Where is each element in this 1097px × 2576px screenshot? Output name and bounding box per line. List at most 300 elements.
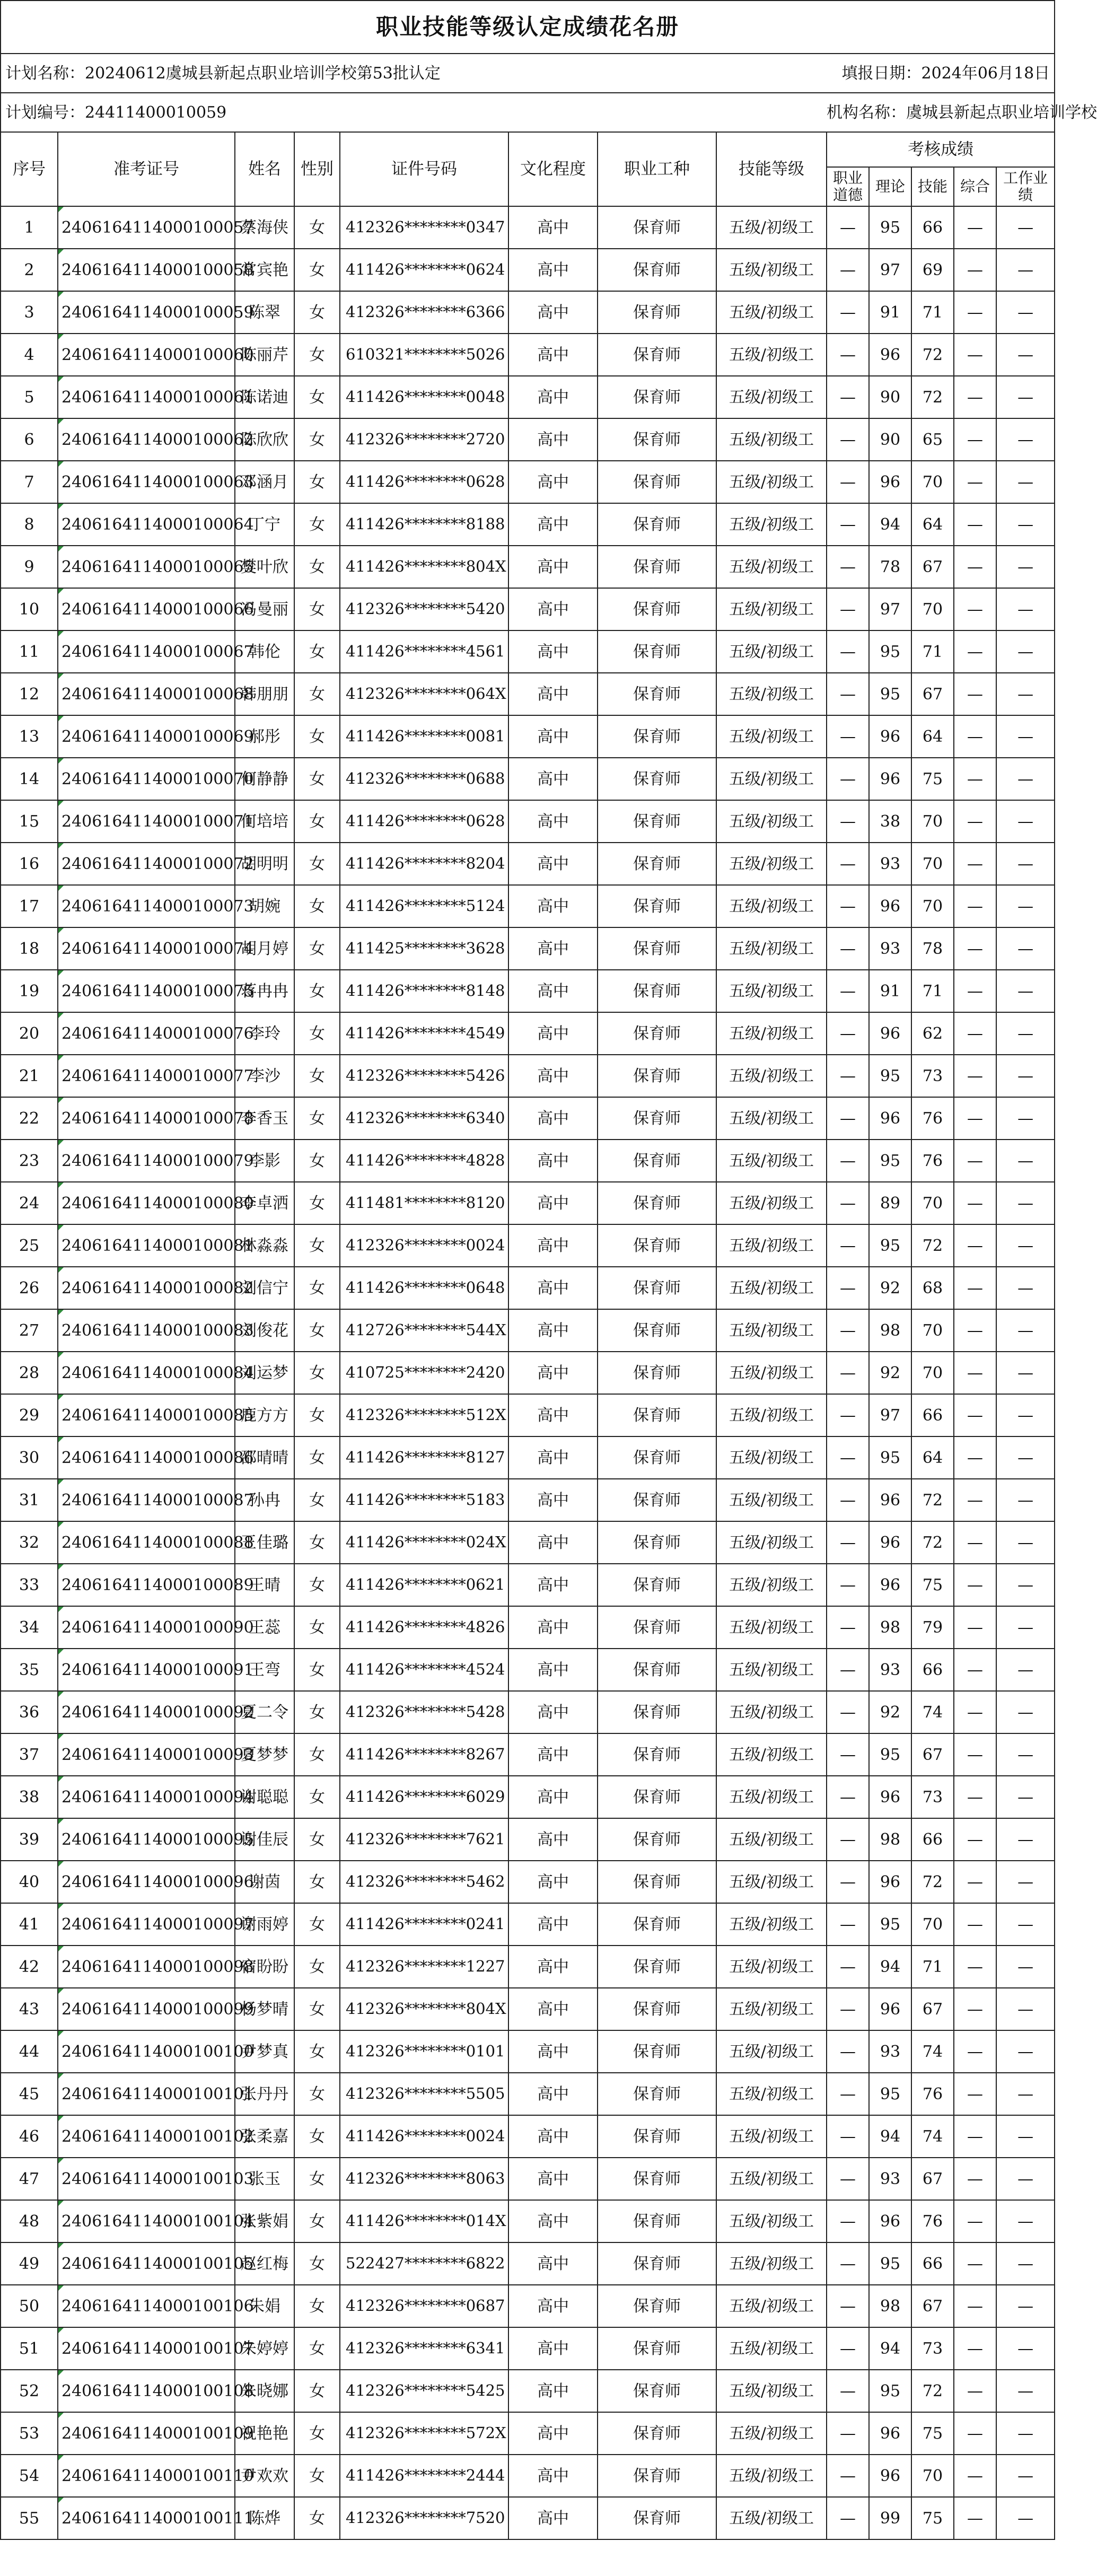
cell-level: 五级/初级工 bbox=[716, 1776, 827, 1818]
cell-skill: 70 bbox=[911, 843, 954, 885]
cell-overall: — bbox=[954, 758, 996, 800]
cell-occupation: 保育师 bbox=[598, 1564, 716, 1606]
cell-theory: 96 bbox=[869, 715, 911, 758]
cell-ticket: 2406164114000100079 bbox=[58, 1140, 235, 1182]
cell-work: — bbox=[996, 2455, 1055, 2497]
header-id: 证件号码 bbox=[340, 132, 508, 206]
cell-education: 高中 bbox=[508, 800, 598, 843]
cell-ticket: 2406164114000100093 bbox=[58, 1733, 235, 1776]
cell-occupation: 保育师 bbox=[598, 1946, 716, 1988]
cell-skill: 66 bbox=[911, 1649, 954, 1691]
cell-theory: 93 bbox=[869, 927, 911, 970]
table-row bbox=[1, 970, 1055, 1012]
cell-theory: 94 bbox=[869, 1946, 911, 1988]
cell-overall: — bbox=[954, 843, 996, 885]
cell-skill: 73 bbox=[911, 1055, 954, 1097]
cell-skill: 70 bbox=[911, 1903, 954, 1946]
cell-id-number: 412326********0347 bbox=[340, 206, 508, 249]
cell-overall: — bbox=[954, 2158, 996, 2200]
cell-name: 陈丽芹 bbox=[235, 334, 294, 376]
cell-work: — bbox=[996, 1564, 1055, 1606]
cell-name: 谢聪聪 bbox=[235, 1776, 294, 1818]
cell-id-number: 412326********064X bbox=[340, 673, 508, 715]
table-row bbox=[1, 588, 1055, 630]
cell-skill: 73 bbox=[911, 2327, 954, 2370]
cell-ticket: 2406164114000100107 bbox=[58, 2327, 235, 2370]
cell-id-number: 412326********572X bbox=[340, 2412, 508, 2455]
cell-ethics: — bbox=[827, 1097, 869, 1140]
cell-level: 五级/初级工 bbox=[716, 376, 827, 418]
cell-ethics: — bbox=[827, 1818, 869, 1861]
cell-occupation: 保育师 bbox=[598, 1436, 716, 1479]
cell-level: 五级/初级工 bbox=[716, 1946, 827, 1988]
cell-name: 杨梦晴 bbox=[235, 1988, 294, 2030]
cell-gender: 女 bbox=[294, 334, 340, 376]
cell-occupation: 保育师 bbox=[598, 885, 716, 927]
cell-ethics: — bbox=[827, 970, 869, 1012]
cell-id-number: 411426********4549 bbox=[340, 1012, 508, 1055]
cell-ethics: — bbox=[827, 2242, 869, 2285]
cell-work: — bbox=[996, 588, 1055, 630]
table-row bbox=[1, 2158, 1055, 2200]
cell-level: 五级/初级工 bbox=[716, 1394, 827, 1436]
cell-gender: 女 bbox=[294, 2030, 340, 2073]
cell-level: 五级/初级工 bbox=[716, 1988, 827, 2030]
cell-education: 高中 bbox=[508, 206, 598, 249]
cell-id-number: 411426********6029 bbox=[340, 1776, 508, 1818]
cell-education: 高中 bbox=[508, 1776, 598, 1818]
cell-occupation: 保育师 bbox=[598, 1097, 716, 1140]
cell-gender: 女 bbox=[294, 1267, 340, 1309]
cell-name: 谢雨婷 bbox=[235, 1903, 294, 1946]
table-row bbox=[1, 1861, 1055, 1903]
cell-seq: 17 bbox=[1, 885, 58, 927]
cell-overall: — bbox=[954, 630, 996, 673]
cell-work: — bbox=[996, 1436, 1055, 1479]
cell-work: — bbox=[996, 1267, 1055, 1309]
cell-overall: — bbox=[954, 588, 996, 630]
cell-ethics: — bbox=[827, 1352, 869, 1394]
cell-ticket: 2406164114000100091 bbox=[58, 1649, 235, 1691]
table-row bbox=[1, 2412, 1055, 2455]
cell-work: — bbox=[996, 546, 1055, 588]
cell-occupation: 保育师 bbox=[598, 2158, 716, 2200]
cell-id-number: 411426********2444 bbox=[340, 2455, 508, 2497]
cell-name: 王蕊 bbox=[235, 1606, 294, 1649]
cell-id-number: 412326********5420 bbox=[340, 588, 508, 630]
cell-overall: — bbox=[954, 1988, 996, 2030]
cell-level: 五级/初级工 bbox=[716, 503, 827, 546]
cell-ticket: 2406164114000100059 bbox=[58, 291, 235, 334]
cell-ticket: 2406164114000100061 bbox=[58, 376, 235, 418]
cell-ticket: 2406164114000100071 bbox=[58, 800, 235, 843]
cell-ticket: 2406164114000100103 bbox=[58, 2158, 235, 2200]
cell-occupation: 保育师 bbox=[598, 970, 716, 1012]
cell-occupation: 保育师 bbox=[598, 1818, 716, 1861]
cell-seq: 15 bbox=[1, 800, 58, 843]
cell-theory: 90 bbox=[869, 376, 911, 418]
cell-skill: 70 bbox=[911, 1352, 954, 1394]
cell-skill: 70 bbox=[911, 1182, 954, 1224]
cell-name: 常宾艳 bbox=[235, 249, 294, 291]
cell-ticket: 2406164114000100065 bbox=[58, 546, 235, 588]
cell-name: 邓涵月 bbox=[235, 461, 294, 503]
cell-work: — bbox=[996, 1776, 1055, 1818]
cell-occupation: 保育师 bbox=[598, 1988, 716, 2030]
cell-ticket: 2406164114000100111 bbox=[58, 2497, 235, 2539]
cell-work: — bbox=[996, 970, 1055, 1012]
cell-gender: 女 bbox=[294, 2073, 340, 2115]
cell-id-number: 411426********0628 bbox=[340, 461, 508, 503]
cell-name: 夏梦梦 bbox=[235, 1733, 294, 1776]
cell-skill: 72 bbox=[911, 376, 954, 418]
cell-ethics: — bbox=[827, 1140, 869, 1182]
cell-overall: — bbox=[954, 1267, 996, 1309]
cell-skill: 72 bbox=[911, 1479, 954, 1521]
cell-id-number: 411426********5124 bbox=[340, 885, 508, 927]
cell-theory: 94 bbox=[869, 503, 911, 546]
cell-ticket: 2406164114000100066 bbox=[58, 588, 235, 630]
cell-education: 高中 bbox=[508, 1818, 598, 1861]
cell-level: 五级/初级工 bbox=[716, 1352, 827, 1394]
cell-skill: 75 bbox=[911, 2497, 954, 2539]
cell-ethics: — bbox=[827, 1012, 869, 1055]
cell-overall: — bbox=[954, 1182, 996, 1224]
cell-work: — bbox=[996, 2115, 1055, 2158]
cell-id-number: 412326********5462 bbox=[340, 1861, 508, 1903]
cell-education: 高中 bbox=[508, 1946, 598, 1988]
cell-ticket: 2406164114000100068 bbox=[58, 673, 235, 715]
cell-id-number: 411426********8267 bbox=[340, 1733, 508, 1776]
cell-seq: 45 bbox=[1, 2073, 58, 2115]
cell-skill: 73 bbox=[911, 1776, 954, 1818]
table-row bbox=[1, 206, 1055, 249]
cell-skill: 70 bbox=[911, 885, 954, 927]
cell-ethics: — bbox=[827, 1394, 869, 1436]
cell-education: 高中 bbox=[508, 376, 598, 418]
cell-seq: 53 bbox=[1, 2412, 58, 2455]
cell-level: 五级/初级工 bbox=[716, 1479, 827, 1521]
cell-seq: 10 bbox=[1, 588, 58, 630]
cell-skill: 71 bbox=[911, 630, 954, 673]
cell-name: 朱婷婷 bbox=[235, 2327, 294, 2370]
cell-overall: — bbox=[954, 1097, 996, 1140]
cell-level: 五级/初级工 bbox=[716, 1309, 827, 1352]
cell-education: 高中 bbox=[508, 2497, 598, 2539]
cell-id-number: 412326********512X bbox=[340, 1394, 508, 1436]
cell-work: — bbox=[996, 1479, 1055, 1521]
cell-work: — bbox=[996, 1861, 1055, 1903]
cell-seq: 29 bbox=[1, 1394, 58, 1436]
cell-seq: 16 bbox=[1, 843, 58, 885]
cell-level: 五级/初级工 bbox=[716, 630, 827, 673]
cell-name: 宿盼盼 bbox=[235, 1946, 294, 1988]
cell-occupation: 保育师 bbox=[598, 2073, 716, 2115]
table-row bbox=[1, 1479, 1055, 1521]
cell-name: 朱娟 bbox=[235, 2285, 294, 2327]
cell-level: 五级/初级工 bbox=[716, 334, 827, 376]
cell-seq: 42 bbox=[1, 1946, 58, 1988]
cell-skill: 67 bbox=[911, 1733, 954, 1776]
cell-level: 五级/初级工 bbox=[716, 1903, 827, 1946]
cell-overall: — bbox=[954, 1055, 996, 1097]
cell-ethics: — bbox=[827, 1649, 869, 1691]
table-row bbox=[1, 1733, 1055, 1776]
table-row bbox=[1, 1606, 1055, 1649]
cell-name: 冯曼丽 bbox=[235, 588, 294, 630]
cell-name: 陈烨 bbox=[235, 2497, 294, 2539]
cell-seq: 20 bbox=[1, 1012, 58, 1055]
cell-id-number: 411425********3628 bbox=[340, 927, 508, 970]
cell-ticket: 2406164114000100087 bbox=[58, 1479, 235, 1521]
cell-id-number: 412326********0024 bbox=[340, 1224, 508, 1267]
cell-occupation: 保育师 bbox=[598, 630, 716, 673]
cell-education: 高中 bbox=[508, 1352, 598, 1394]
cell-seq: 8 bbox=[1, 503, 58, 546]
cell-skill: 64 bbox=[911, 1436, 954, 1479]
cell-gender: 女 bbox=[294, 249, 340, 291]
cell-skill: 72 bbox=[911, 334, 954, 376]
table-row bbox=[1, 843, 1055, 885]
cell-gender: 女 bbox=[294, 1224, 340, 1267]
cell-id-number: 412726********544X bbox=[340, 1309, 508, 1352]
table-row bbox=[1, 2285, 1055, 2327]
cell-occupation: 保育师 bbox=[598, 1479, 716, 1521]
cell-occupation: 保育师 bbox=[598, 758, 716, 800]
cell-id-number: 412326********0101 bbox=[340, 2030, 508, 2073]
cell-ethics: — bbox=[827, 2327, 869, 2370]
cell-theory: 97 bbox=[869, 1394, 911, 1436]
cell-ethics: — bbox=[827, 2370, 869, 2412]
cell-work: — bbox=[996, 2242, 1055, 2285]
cell-name: 李沙 bbox=[235, 1055, 294, 1097]
cell-gender: 女 bbox=[294, 1776, 340, 1818]
cell-ticket: 2406164114000100069 bbox=[58, 715, 235, 758]
cell-gender: 女 bbox=[294, 2158, 340, 2200]
cell-seq: 11 bbox=[1, 630, 58, 673]
table-row bbox=[1, 1267, 1055, 1309]
table-row bbox=[1, 1818, 1055, 1861]
cell-skill: 66 bbox=[911, 1818, 954, 1861]
cell-education: 高中 bbox=[508, 588, 598, 630]
cell-name: 陈诺迪 bbox=[235, 376, 294, 418]
cell-occupation: 保育师 bbox=[598, 1352, 716, 1394]
cell-work: — bbox=[996, 1733, 1055, 1776]
cell-level: 五级/初级工 bbox=[716, 1224, 827, 1267]
cell-id-number: 412326********5505 bbox=[340, 2073, 508, 2115]
cell-education: 高中 bbox=[508, 334, 598, 376]
table-row bbox=[1, 927, 1055, 970]
cell-gender: 女 bbox=[294, 630, 340, 673]
cell-seq: 18 bbox=[1, 927, 58, 970]
header-ticket: 准考证号 bbox=[58, 132, 235, 206]
cell-work: — bbox=[996, 334, 1055, 376]
cell-skill: 69 bbox=[911, 249, 954, 291]
cell-work: — bbox=[996, 630, 1055, 673]
cell-ticket: 2406164114000100089 bbox=[58, 1564, 235, 1606]
cell-level: 五级/初级工 bbox=[716, 1521, 827, 1564]
cell-education: 高中 bbox=[508, 843, 598, 885]
cell-overall: — bbox=[954, 1733, 996, 1776]
cell-id-number: 411426********024X bbox=[340, 1521, 508, 1564]
cell-skill: 71 bbox=[911, 291, 954, 334]
cell-level: 五级/初级工 bbox=[716, 1691, 827, 1733]
cell-id-number: 411426********804X bbox=[340, 546, 508, 588]
cell-level: 五级/初级工 bbox=[716, 2115, 827, 2158]
cell-theory: 96 bbox=[869, 2412, 911, 2455]
cell-gender: 女 bbox=[294, 461, 340, 503]
cell-skill: 67 bbox=[911, 1988, 954, 2030]
cell-id-number: 412326********6341 bbox=[340, 2327, 508, 2370]
cell-id-number: 411426********014X bbox=[340, 2200, 508, 2242]
cell-theory: 95 bbox=[869, 630, 911, 673]
cell-education: 高中 bbox=[508, 1436, 598, 1479]
cell-overall: — bbox=[954, 2242, 996, 2285]
cell-work: — bbox=[996, 2412, 1055, 2455]
cell-ethics: — bbox=[827, 2497, 869, 2539]
cell-skill: 68 bbox=[911, 1267, 954, 1309]
cell-id-number: 412326********0687 bbox=[340, 2285, 508, 2327]
cell-overall: — bbox=[954, 461, 996, 503]
plan-name: 计划名称：20240612虞城县新起点职业培训学校第53批认定 bbox=[1, 54, 827, 93]
cell-theory: 96 bbox=[869, 461, 911, 503]
cell-id-number: 411426********5183 bbox=[340, 1479, 508, 1521]
cell-overall: — bbox=[954, 2115, 996, 2158]
cell-education: 高中 bbox=[508, 1521, 598, 1564]
cell-education: 高中 bbox=[508, 1479, 598, 1521]
cell-name: 张丹丹 bbox=[235, 2073, 294, 2115]
cell-level: 五级/初级工 bbox=[716, 418, 827, 461]
cell-ticket: 2406164114000100060 bbox=[58, 334, 235, 376]
cell-ticket: 2406164114000100082 bbox=[58, 1267, 235, 1309]
cell-occupation: 保育师 bbox=[598, 291, 716, 334]
cell-ticket: 2406164114000100096 bbox=[58, 1861, 235, 1903]
cell-theory: 95 bbox=[869, 1140, 911, 1182]
cell-name: 胡明明 bbox=[235, 843, 294, 885]
cell-ethics: — bbox=[827, 461, 869, 503]
cell-skill: 67 bbox=[911, 546, 954, 588]
cell-ticket: 2406164114000100076 bbox=[58, 1012, 235, 1055]
cell-name: 胡婉 bbox=[235, 885, 294, 927]
cell-skill: 74 bbox=[911, 1691, 954, 1733]
cell-theory: 92 bbox=[869, 1267, 911, 1309]
cell-level: 五级/初级工 bbox=[716, 970, 827, 1012]
cell-name: 刘运梦 bbox=[235, 1352, 294, 1394]
cell-theory: 98 bbox=[869, 1309, 911, 1352]
cell-level: 五级/初级工 bbox=[716, 843, 827, 885]
cell-theory: 96 bbox=[869, 1521, 911, 1564]
cell-occupation: 保育师 bbox=[598, 206, 716, 249]
cell-education: 高中 bbox=[508, 1564, 598, 1606]
cell-ethics: — bbox=[827, 2115, 869, 2158]
cell-occupation: 保育师 bbox=[598, 843, 716, 885]
cell-education: 高中 bbox=[508, 630, 598, 673]
cell-overall: — bbox=[954, 546, 996, 588]
cell-overall: — bbox=[954, 2285, 996, 2327]
cell-education: 高中 bbox=[508, 673, 598, 715]
cell-education: 高中 bbox=[508, 2200, 598, 2242]
cell-theory: 94 bbox=[869, 2115, 911, 2158]
cell-seq: 43 bbox=[1, 1988, 58, 2030]
cell-work: — bbox=[996, 885, 1055, 927]
cell-ticket: 2406164114000100080 bbox=[58, 1182, 235, 1224]
cell-level: 五级/初级工 bbox=[716, 2370, 827, 2412]
cell-skill: 76 bbox=[911, 1140, 954, 1182]
cell-name: 谢佳辰 bbox=[235, 1818, 294, 1861]
cell-occupation: 保育师 bbox=[598, 1606, 716, 1649]
table-row bbox=[1, 2455, 1055, 2497]
table-row bbox=[1, 1309, 1055, 1352]
cell-occupation: 保育师 bbox=[598, 2497, 716, 2539]
cell-work: — bbox=[996, 1521, 1055, 1564]
cell-level: 五级/初级工 bbox=[716, 291, 827, 334]
cell-skill: 75 bbox=[911, 758, 954, 800]
cell-ticket: 2406164114000100104 bbox=[58, 2200, 235, 2242]
cell-level: 五级/初级工 bbox=[716, 1733, 827, 1776]
table-row bbox=[1, 1988, 1055, 2030]
cell-education: 高中 bbox=[508, 1606, 598, 1649]
cell-theory: 95 bbox=[869, 2242, 911, 2285]
header-overall: 综合 bbox=[954, 167, 996, 206]
cell-gender: 女 bbox=[294, 1564, 340, 1606]
cell-skill: 70 bbox=[911, 2455, 954, 2497]
cell-level: 五级/初级工 bbox=[716, 1818, 827, 1861]
cell-id-number: 412326********5426 bbox=[340, 1055, 508, 1097]
cell-overall: — bbox=[954, 1352, 996, 1394]
cell-overall: — bbox=[954, 334, 996, 376]
cell-level: 五级/初级工 bbox=[716, 2073, 827, 2115]
cell-ethics: — bbox=[827, 206, 869, 249]
cell-education: 高中 bbox=[508, 1012, 598, 1055]
cell-education: 高中 bbox=[508, 1097, 598, 1140]
cell-name: 何静静 bbox=[235, 758, 294, 800]
cell-name: 蔡海侠 bbox=[235, 206, 294, 249]
cell-ethics: — bbox=[827, 2073, 869, 2115]
cell-overall: — bbox=[954, 1818, 996, 1861]
cell-gender: 女 bbox=[294, 715, 340, 758]
cell-education: 高中 bbox=[508, 2412, 598, 2455]
cell-id-number: 411426********4828 bbox=[340, 1140, 508, 1182]
cell-overall: — bbox=[954, 1691, 996, 1733]
cell-gender: 女 bbox=[294, 206, 340, 249]
cell-overall: — bbox=[954, 885, 996, 927]
organization-name: 机构名称：虞城县新起点职业培训学校 bbox=[827, 93, 1055, 132]
cell-overall: — bbox=[954, 1903, 996, 1946]
cell-ethics: — bbox=[827, 1776, 869, 1818]
cell-ethics: — bbox=[827, 1436, 869, 1479]
cell-education: 高中 bbox=[508, 2455, 598, 2497]
table-row bbox=[1, 1224, 1055, 1267]
cell-work: — bbox=[996, 418, 1055, 461]
cell-overall: — bbox=[954, 927, 996, 970]
cell-gender: 女 bbox=[294, 418, 340, 461]
table-row bbox=[1, 1649, 1055, 1691]
cell-name: 刘俊花 bbox=[235, 1309, 294, 1352]
cell-education: 高中 bbox=[508, 2115, 598, 2158]
cell-id-number: 412326********6340 bbox=[340, 1097, 508, 1140]
cell-name: 赵红梅 bbox=[235, 2242, 294, 2285]
cell-work: — bbox=[996, 2370, 1055, 2412]
cell-id-number: 522427********6822 bbox=[340, 2242, 508, 2285]
cell-ethics: — bbox=[827, 1479, 869, 1521]
table-row bbox=[1, 758, 1055, 800]
cell-education: 高中 bbox=[508, 1649, 598, 1691]
cell-ethics: — bbox=[827, 334, 869, 376]
cell-ethics: — bbox=[827, 1861, 869, 1903]
table-row bbox=[1, 2030, 1055, 2073]
cell-level: 五级/初级工 bbox=[716, 1097, 827, 1140]
table-row bbox=[1, 249, 1055, 291]
